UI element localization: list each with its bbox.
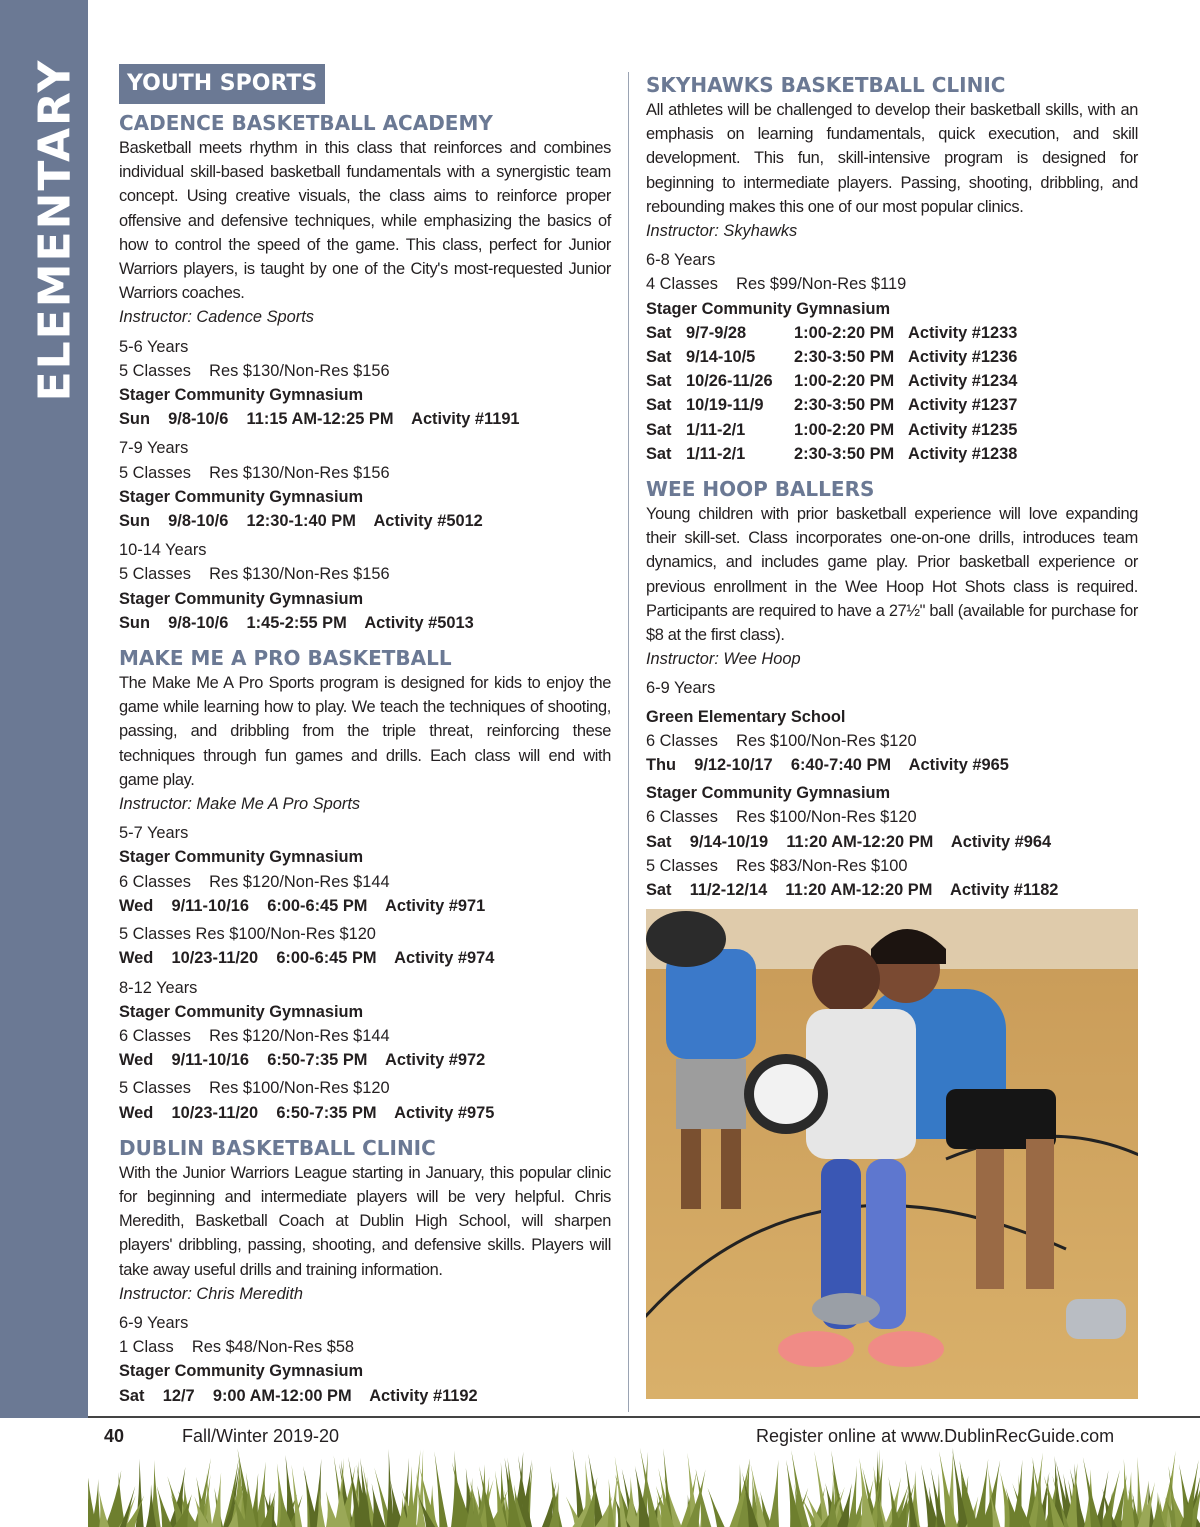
skyhawks-description: All athletes will be challenged to develop their basketball skills, with an emphasis on learning fundamentals, quick execution, and skill development. This fun, skill-intensive program is designed for beginning to intermediate players. Passing, shooting, dribbling, and rebounding makes this one of our most popular clinics. bbox=[646, 101, 1138, 216]
skyhawks-group bbox=[646, 248, 1138, 466]
register-link[interactable]: Register online at www.DublinRecGuide.com bbox=[756, 1426, 1115, 1446]
time: 1:00-2:20 PM bbox=[794, 420, 895, 439]
class-fees: 6 Classes Res $100/Non-Res $120 bbox=[646, 808, 917, 827]
table-row bbox=[646, 369, 1017, 393]
day: Sat bbox=[646, 323, 672, 342]
page-number: 40 bbox=[104, 1426, 125, 1446]
activity: Activity #1237 bbox=[908, 396, 1018, 415]
grass-blades bbox=[88, 1447, 1200, 1527]
class-fees: 5 Classes Res $130/Non-Res $156 bbox=[119, 361, 390, 380]
schedule: Sat 9/14-10/19 11:20 AM-12:20 PM Activity #964 bbox=[646, 832, 1052, 851]
schedule: Sat 12/7 9:00 AM-12:00 PM Activity #1192 bbox=[119, 1386, 478, 1405]
photo-illustration bbox=[646, 909, 1138, 1399]
schedule-table bbox=[646, 321, 1017, 466]
location: Stager Community Gymnasium bbox=[119, 386, 364, 405]
dates: 10/26-11/26 bbox=[686, 372, 773, 391]
dublin-description: With the Junior Warriors League starting in January, this popular clinic for beginning and intermediate players will be very helpful. Chris Meredith, Basketball Coach at Dublin High School, will sharpen players' dribbling, passing, shooting, and defensive skills. Players will take away useful drills and training information. bbox=[119, 1163, 611, 1279]
makemeapro-group bbox=[119, 821, 611, 970]
activity: Activity #1234 bbox=[908, 372, 1018, 391]
makemeapro-instructor: Instructor: Make Me A Pro Sports bbox=[119, 795, 361, 814]
age-range: 6-9 Years bbox=[646, 679, 716, 698]
dates: 10/19-11/9 bbox=[686, 396, 764, 415]
column-divider bbox=[628, 72, 629, 1412]
age-range: 6-8 Years bbox=[646, 251, 716, 270]
class-fees: 6 Classes Res $120/Non-Res $144 bbox=[119, 872, 390, 891]
schedule: Sun 9/8-10/6 11:15 AM-12:25 PM Activity #1191 bbox=[119, 410, 520, 429]
table-row bbox=[646, 321, 1017, 345]
skyhawks-instructor: Instructor: Skyhawks bbox=[646, 222, 798, 241]
class-fees: 5 Classes Res $83/Non-Res $100 bbox=[646, 856, 908, 875]
class-fees: 5 Classes Res $100/Non-Res $120 bbox=[119, 925, 376, 944]
location: Stager Community Gymnasium bbox=[119, 487, 364, 506]
grass-blade bbox=[625, 1477, 639, 1527]
cadence-group bbox=[119, 436, 611, 533]
time: 2:30-3:50 PM bbox=[794, 444, 895, 463]
makemeapro-description: The Make Me A Pro Sports program is designed for kids to enjoy the game while learning how to play. We teach the techniques of shooting, passing, and dribbling from the triple threat, reinforcing these techniques through fun games and drills. Each class will end with game play. bbox=[119, 674, 611, 789]
table-row bbox=[646, 393, 1017, 417]
weehoop-instructor: Instructor: Wee Hoop bbox=[646, 650, 801, 669]
day: Sat bbox=[646, 396, 672, 415]
grass-blade bbox=[387, 1449, 394, 1527]
dates: 1/11-2/1 bbox=[686, 444, 746, 463]
time: 1:00-2:20 PM bbox=[794, 323, 895, 342]
activity: Activity #1233 bbox=[908, 323, 1018, 342]
season-label: Fall/Winter 2019-20 bbox=[182, 1426, 340, 1446]
left-column bbox=[119, 64, 611, 1408]
schedule: Sat 11/2-12/14 11:20 AM-12:20 PM Activity #1182 bbox=[646, 881, 1059, 900]
weehoop-section bbox=[646, 476, 1138, 902]
location: Stager Community Gymnasium bbox=[646, 299, 891, 318]
skyhawks-title: SKYHAWKS BASKETBALL CLINIC bbox=[646, 73, 1006, 97]
age-range: 7-9 Years bbox=[119, 439, 189, 458]
dates: 9/14-10/5 bbox=[686, 348, 756, 367]
activity: Activity #1235 bbox=[908, 420, 1018, 439]
age-range: 10-14 Years bbox=[119, 541, 207, 560]
makemeapro-section bbox=[119, 645, 611, 1125]
location: Stager Community Gymnasium bbox=[119, 589, 364, 608]
makemeapro-group bbox=[119, 976, 611, 1125]
location: Stager Community Gymnasium bbox=[119, 1002, 364, 1021]
day: Sat bbox=[646, 348, 672, 367]
basketball-photo bbox=[646, 909, 1138, 1399]
side-tab-label: ELEMENTARY bbox=[29, 58, 81, 402]
dublin-group bbox=[119, 1311, 611, 1408]
time: 1:00-2:20 PM bbox=[794, 372, 895, 391]
class-fees: 5 Classes Res $130/Non-Res $156 bbox=[119, 565, 390, 584]
day: Sat bbox=[646, 444, 672, 463]
table-row bbox=[646, 442, 1017, 466]
side-tab bbox=[0, 0, 88, 1418]
dublin-section bbox=[119, 1135, 611, 1408]
cadence-instructor: Instructor: Cadence Sports bbox=[119, 308, 314, 327]
schedule: Sun 9/8-10/6 1:45-2:55 PM Activity #5013 bbox=[119, 613, 474, 632]
weehoop-group bbox=[646, 676, 1138, 902]
schedule: Wed 10/23-11/20 6:00-6:45 PM Activity #974 bbox=[119, 949, 495, 968]
schedule: Wed 10/23-11/20 6:50-7:35 PM Activity #975 bbox=[119, 1103, 495, 1122]
day: Sat bbox=[646, 420, 672, 439]
location: Stager Community Gymnasium bbox=[646, 784, 891, 803]
makemeapro-title: MAKE ME A PRO BASKETBALL bbox=[119, 646, 452, 671]
activity: Activity #1238 bbox=[908, 444, 1018, 463]
time: 2:30-3:50 PM bbox=[794, 348, 895, 367]
skyhawks-section bbox=[646, 72, 1138, 466]
dublin-instructor: Instructor: Chris Meredith bbox=[119, 1284, 303, 1303]
cadence-group bbox=[119, 335, 611, 432]
class-fees: 6 Classes Res $120/Non-Res $144 bbox=[119, 1026, 390, 1045]
day: Sat bbox=[646, 372, 672, 391]
schedule: Thu 9/12-10/17 6:40-7:40 PM Activity #965 bbox=[646, 756, 1009, 775]
class-fees: 6 Classes Res $100/Non-Res $120 bbox=[646, 731, 917, 750]
class-fees: 5 Classes Res $130/Non-Res $156 bbox=[119, 463, 390, 482]
grass-blade bbox=[1152, 1492, 1165, 1527]
age-range: 6-9 Years bbox=[119, 1313, 189, 1332]
schedule: Wed 9/11-10/16 6:50-7:35 PM Activity #972 bbox=[119, 1051, 486, 1070]
location: Green Elementary School bbox=[646, 707, 846, 726]
table-row bbox=[646, 418, 1017, 442]
dates: 1/11-2/1 bbox=[686, 420, 746, 439]
grass-blade bbox=[434, 1451, 447, 1527]
cadence-group bbox=[119, 538, 611, 635]
age-range: 8-12 Years bbox=[119, 978, 198, 997]
location: Stager Community Gymnasium bbox=[119, 1362, 364, 1381]
grass-blade bbox=[768, 1460, 779, 1527]
right-column bbox=[646, 72, 1138, 902]
section-badge: YOUTH SPORTS bbox=[119, 64, 325, 104]
age-range: 5-7 Years bbox=[119, 824, 189, 843]
weehoop-title: WEE HOOP BALLERS bbox=[646, 477, 875, 502]
cadence-section bbox=[119, 110, 611, 635]
dates: 9/7-9/28 bbox=[686, 323, 747, 342]
schedule: Sun 9/8-10/6 12:30-1:40 PM Activity #5012 bbox=[119, 512, 483, 531]
class-fees: 5 Classes Res $100/Non-Res $120 bbox=[119, 1079, 390, 1098]
cadence-title: CADENCE BASKETBALL ACADEMY bbox=[119, 111, 493, 135]
time: 2:30-3:50 PM bbox=[794, 396, 895, 415]
dublin-title: DUBLIN BASKETBALL CLINIC bbox=[119, 1135, 436, 1160]
schedule: Wed 9/11-10/16 6:00-6:45 PM Activity #971 bbox=[119, 896, 486, 915]
age-range: 5-6 Years bbox=[119, 337, 189, 356]
table-row bbox=[646, 345, 1017, 369]
weehoop-description: Young children with prior basketball experience will love expanding their skill-set. Class incorporates one-on-one drills, introduces team dynamics, and includes game play. Prior basketball experience or previous enrollment in the Wee Hoop Hot Shots class is required. Participants are required to have a 27½" ball (available for purchase for $8 at the first class). bbox=[646, 505, 1138, 645]
cadence-description: Basketball meets rhythm in this class that reinforces and combines individual skill-based basketball fundamentals with a synergistic team concept. Using creative visuals, the class aims to reinforce proper offensive and defensive techniques, while emphasizing the basics of how to control the speed of the game. This class, perfect for Junior Warriors players, is taught by one of the City's most-requested Junior Warriors coaches. bbox=[119, 139, 611, 303]
class-fees: 4 Classes Res $99/Non-Res $119 bbox=[646, 275, 907, 294]
grass-decoration bbox=[88, 1447, 1200, 1527]
class-fees: 1 Class Res $48/Non-Res $58 bbox=[119, 1338, 355, 1357]
grass-blade bbox=[708, 1488, 725, 1527]
footer-rule bbox=[88, 1416, 1200, 1418]
activity: Activity #1236 bbox=[908, 348, 1018, 367]
location: Stager Community Gymnasium bbox=[119, 848, 364, 867]
